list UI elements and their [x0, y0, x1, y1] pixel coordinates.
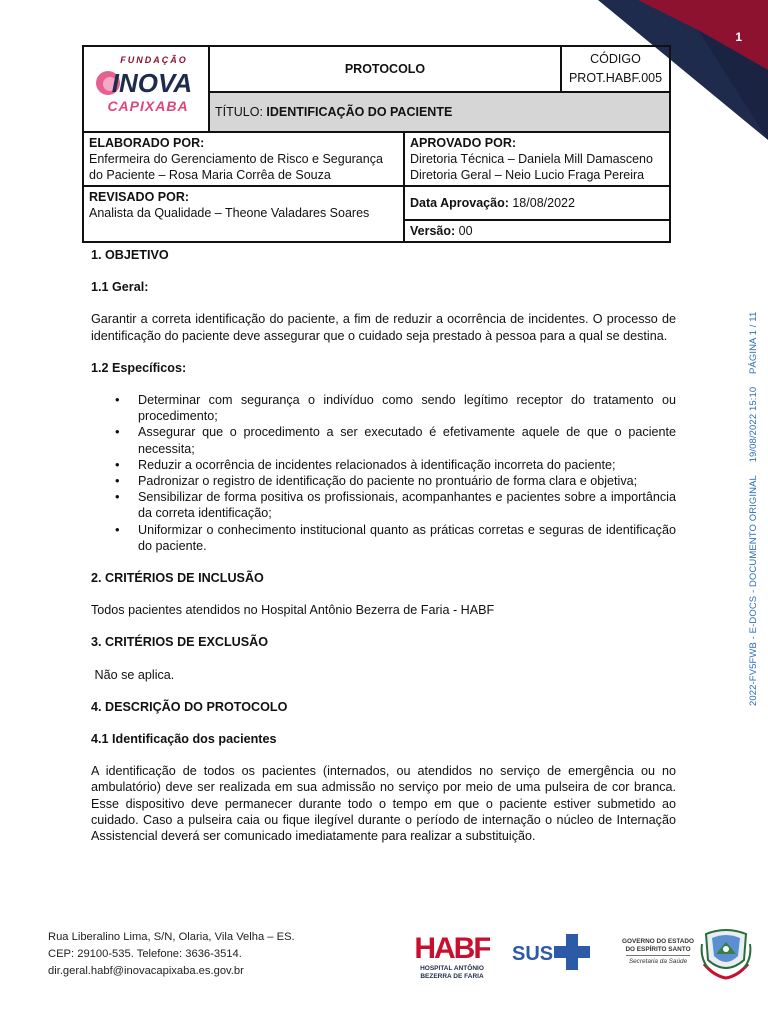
code-cell: [561, 46, 670, 92]
sus-cross-icon: [554, 934, 590, 970]
code-label: CÓDIGO: [590, 51, 641, 66]
gov-es-logo: [620, 938, 696, 968]
section-exclusao: 3. CRITÉRIOS DE EXCLUSÃO: [91, 635, 269, 650]
exclusao-paragraph: Não se aplica.: [91, 667, 175, 682]
sus-logo: [510, 930, 598, 974]
stamp-datetime: 19/08/2022 15:10: [748, 386, 759, 463]
habf-name1: HOSPITAL ANTÔNIO: [420, 965, 484, 972]
aprovado-line2: Diretoria Geral – Neio Lucio Fraga Pereira: [410, 168, 645, 182]
logo-line3: CAPIXABA: [107, 98, 189, 114]
aprovado-cell: [404, 132, 670, 186]
list-item: • Reduzir a ocorrência de incidentes relacionados à identificação incorreta do paciente;: [91, 457, 676, 473]
versao-value: 00: [458, 224, 473, 238]
list-item: • Assegurar que o procedimento a ser executado é efetivamente aquele de que o paciente necessita;: [91, 424, 676, 456]
footer-address-block: [48, 929, 295, 980]
habf-mark: HABF: [414, 932, 490, 965]
section-geral: 1.1 Geral:: [91, 280, 149, 295]
section-especificos: 1.2 Específicos:: [91, 360, 187, 375]
page-number: 1: [735, 30, 742, 44]
document-body: [91, 247, 676, 844]
elaborado-cell: [83, 132, 404, 186]
revisado-value: Analista da Qualidade – Theone Valadares Soares: [89, 206, 370, 220]
logo-line1: FUNDAÇÃO: [120, 55, 188, 65]
gov-line3: Secretaria da Saúde: [628, 958, 688, 965]
habf-name2: BEZERRA DE FARIA: [420, 973, 484, 980]
logo-line2: INOVA: [111, 68, 193, 98]
aprovado-label: APROVADO POR:: [410, 136, 517, 150]
stamp-page: PÁGINA 1 / 11: [748, 311, 759, 375]
list-item: • Sensibilizar de forma positiva os profissionais, acompanhantes e pacientes sobre a importância da correta identificação;: [91, 489, 676, 521]
list-item: • Determinar com segurança o indivíduo como sendo legítimo receptor do tratamento ou procedimento;: [91, 392, 676, 424]
title-label: TÍTULO:: [215, 104, 263, 119]
footer-address: Rua Liberalino Lima, S/N, Olaria, Vila Velha – ES.: [48, 931, 295, 943]
elaborado-value: Enfermeira do Gerenciamento de Risco e Segurança do Paciente – Rosa Maria Corrêa de Souza: [89, 152, 383, 182]
doc-type: PROTOCOLO: [209, 46, 561, 92]
inova-capixaba-logo: [84, 47, 206, 127]
data-aprovacao-cell: [404, 186, 670, 220]
geral-paragraph: Garantir a correta identificação do paciente, a fim de reduzir a ocorrência de incidentes. O processo de identificação do paciente deve assegurar que o cuidado seja prestado à pessoa para a qual se destina.: [91, 312, 676, 343]
espirito-santo-crest-icon: [700, 924, 752, 980]
section-inclusao: 2. CRITÉRIOS DE INCLUSÃO: [91, 571, 264, 586]
identificacao-paragraph: A identificação de todos os pacientes (internados, ou atendidos no serviço de emergência ou no ambulatório) deve ser realizada em sua admissão no serviço por meio de uma pulseira de cor branca. Esse dispositivo deve permanecer durante todo o tempo em que o paciente estiver submetido ao cuidado. Caso a pulseira caia ou fique ilegível durante o período de internação o núcleo de Internação Assistencial deverá ser comunicado imediatamente para realizar a substituição.: [91, 764, 676, 844]
inclusao-paragraph: Todos pacientes atendidos no Hospital Antônio Bezerra de Faria - HABF: [91, 603, 495, 618]
aprovado-line1: Diretoria Técnica – Daniela Mill Damasceno: [410, 152, 653, 166]
gov-line2: DO ESPÍRITO SANTO: [625, 945, 691, 953]
especificos-list: [91, 392, 676, 554]
footer-email: dir.geral.habf@inovacapixaba.es.gov.br: [48, 965, 244, 977]
sus-text: SUS: [512, 943, 554, 965]
section-identificacao: 4.1 Identificação dos pacientes: [91, 732, 277, 747]
data-aprovacao-label: Data Aprovação:: [410, 196, 509, 210]
section-objetivo: 1. OBJETIVO: [91, 248, 169, 262]
elaborado-label: ELABORADO POR:: [89, 136, 205, 150]
gov-line1: GOVERNO DO ESTADO: [622, 938, 694, 945]
stamp-code: 2022-FV5FWB - E-DOCS - DOCUMENTO ORIGINAL: [748, 475, 759, 706]
title-value: IDENTIFICAÇÃO DO PACIENTE: [266, 104, 453, 119]
code-value: PROT.HABF.005: [568, 70, 663, 85]
versao-label: Versão:: [410, 224, 456, 238]
versao-cell: [404, 220, 670, 242]
edocs-stamp: [748, 302, 759, 706]
footer-phone: CEP: 29100-535. Telefone: 3636-3514.: [48, 948, 242, 960]
habf-logo: [414, 928, 490, 980]
data-aprovacao-value: 18/08/2022: [512, 196, 575, 210]
title-cell: [209, 92, 670, 132]
list-item: • Uniformizar o conhecimento institucional quanto as práticas corretas e seguras de identificação do paciente.: [91, 522, 676, 554]
logo-cell: [83, 46, 209, 132]
list-item: • Padronizar o registro de identificação do paciente no prontuário de forma clara e objetiva;: [91, 473, 676, 489]
section-descricao: 4. DESCRIÇÃO DO PROTOCOLO: [91, 699, 288, 714]
revisado-cell: [83, 186, 404, 242]
protocol-header-table: [82, 45, 671, 243]
revisado-label: REVISADO POR:: [89, 190, 190, 204]
